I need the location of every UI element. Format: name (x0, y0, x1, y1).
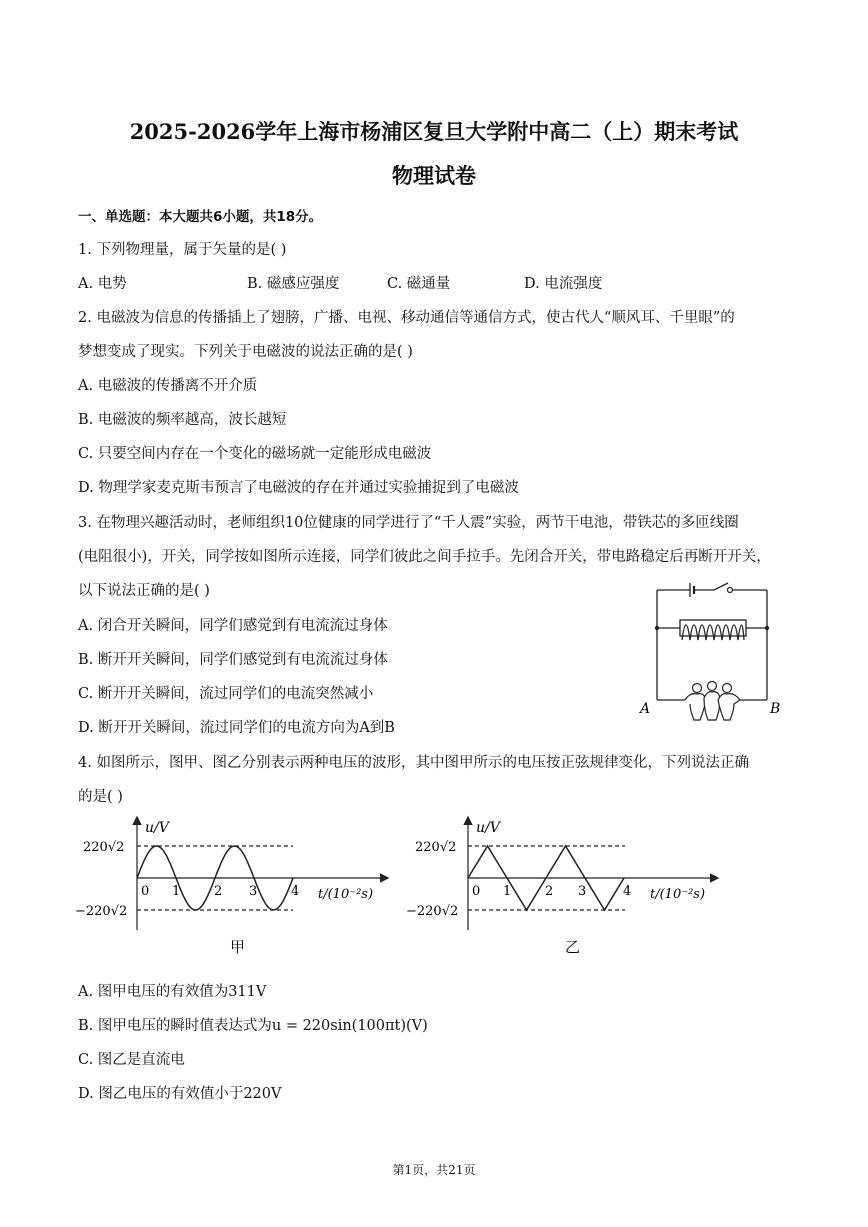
graph-caption: 甲 (230, 938, 246, 956)
x-axis-label: t/(10⁻²s) (318, 887, 374, 902)
xtick-2: 2 (545, 884, 554, 899)
q1-option-b: B. 磁感应强度 (247, 276, 340, 292)
page-title: 2025-2026学年上海市杨浦区复旦大学附中高二（上）期末考试 (129, 119, 739, 144)
xtick-4: 4 (623, 884, 632, 899)
question-3-stem-line1: 3. 在物理兴趣活动时，老师组织10位健康的同学进行了“千人震”实验，两节干电池，带铁芯的多匝线圈 (78, 515, 739, 531)
graph-yi (405, 810, 725, 960)
q2-option-b: B. 电磁波的频率越高，波长越短 (78, 412, 287, 428)
coil (682, 625, 744, 640)
section-header: 一、单选题：本大题共6小题，共18分。 (78, 209, 323, 225)
ymax-label: 220√2 (415, 840, 457, 855)
q3-option-b: B. 断开开关瞬间，同学们感觉到有电流流过身体 (78, 652, 388, 668)
q4-option-c: C. 图乙是直流电 (78, 1052, 185, 1068)
question-3-stem-line3: 以下说法正确的是( ) (78, 583, 210, 599)
xtick-0: 0 (141, 884, 150, 899)
q4-option-d: D. 图乙电压的有效值小于220V (78, 1086, 282, 1102)
xtick-2: 2 (214, 884, 223, 899)
q2-option-a: A. 电磁波的传播离不开介质 (78, 378, 258, 394)
question-4-stem-line2: 的是( ) (78, 789, 123, 805)
q4-option-a: A. 图甲电压的有效值为311V (78, 984, 267, 1000)
terminal-label-b: B (770, 701, 781, 717)
graph-jia (75, 810, 395, 960)
students-figure (685, 682, 740, 721)
page-footer: 第1页，共21页 (392, 1163, 476, 1177)
question-1-stem: 1. 下列物理量，属于矢量的是( ) (78, 242, 287, 258)
q1-option-a: A. 电势 (78, 276, 127, 292)
page-subtitle: 物理试卷 (392, 163, 476, 188)
q1-option-c: C. 磁通量 (387, 276, 451, 292)
ymax-label: 220√2 (83, 840, 125, 855)
q3-option-d: D. 断开开关瞬间，流过同学们的电流方向为A到B (78, 720, 395, 736)
x-axis-label: t/(10⁻²s) (650, 887, 706, 902)
graph-caption: 乙 (565, 938, 581, 956)
q3-option-a: A. 闭合开关瞬间，同学们感觉到有电流流过身体 (78, 618, 388, 634)
xtick-3: 3 (578, 884, 587, 899)
switch-lever (714, 583, 728, 590)
xtick-1: 1 (503, 884, 512, 899)
ymin-label: −220√2 (406, 904, 459, 919)
xtick-1: 1 (172, 884, 181, 899)
ymin-label: −220√2 (75, 904, 128, 919)
xtick-4: 4 (291, 884, 300, 899)
q3-option-c: C. 断开开关瞬间，流过同学们的电流突然减小 (78, 686, 374, 702)
q2-option-d: D. 物理学家麦克斯韦预言了电磁波的存在并通过实验捕捉到了电磁波 (78, 480, 519, 496)
question-4-stem-line1: 4. 如图所示，图甲、图乙分别表示两种电压的波形，其中图甲所示的电压按正弦规律变化，下列说法正确 (78, 755, 749, 771)
question-3-stem-line2: (电阻很小)，开关，同学按如图所示连接，同学们彼此之间手拉手。先闭合开关，带电路稳定后再断开开关， (78, 549, 771, 565)
q2-option-c: C. 只要空间内存在一个变化的磁场就一定能形成电磁波 (78, 446, 432, 462)
circuit-diagram (630, 580, 790, 725)
y-axis-label: u/V (476, 820, 500, 836)
question-2-stem-line2: 梦想变成了现实。下列关于电磁波的说法正确的是( ) (78, 344, 413, 360)
switch-contact (728, 588, 733, 593)
terminal-label-a: A (640, 701, 651, 717)
xtick-3: 3 (249, 884, 258, 899)
xtick-0: 0 (472, 884, 481, 899)
q4-option-b: B. 图甲电压的瞬时值表达式为u = 220sin(100πt)(V) (78, 1018, 428, 1034)
q1-option-d: D. 电流强度 (524, 276, 603, 292)
question-2-stem-line1: 2. 电磁波为信息的传播插上了翅膀，广播、电视、移动通信等通信方式，使古代人“顺风耳、千里眼”的 (78, 310, 735, 326)
y-axis-label: u/V (145, 820, 169, 836)
